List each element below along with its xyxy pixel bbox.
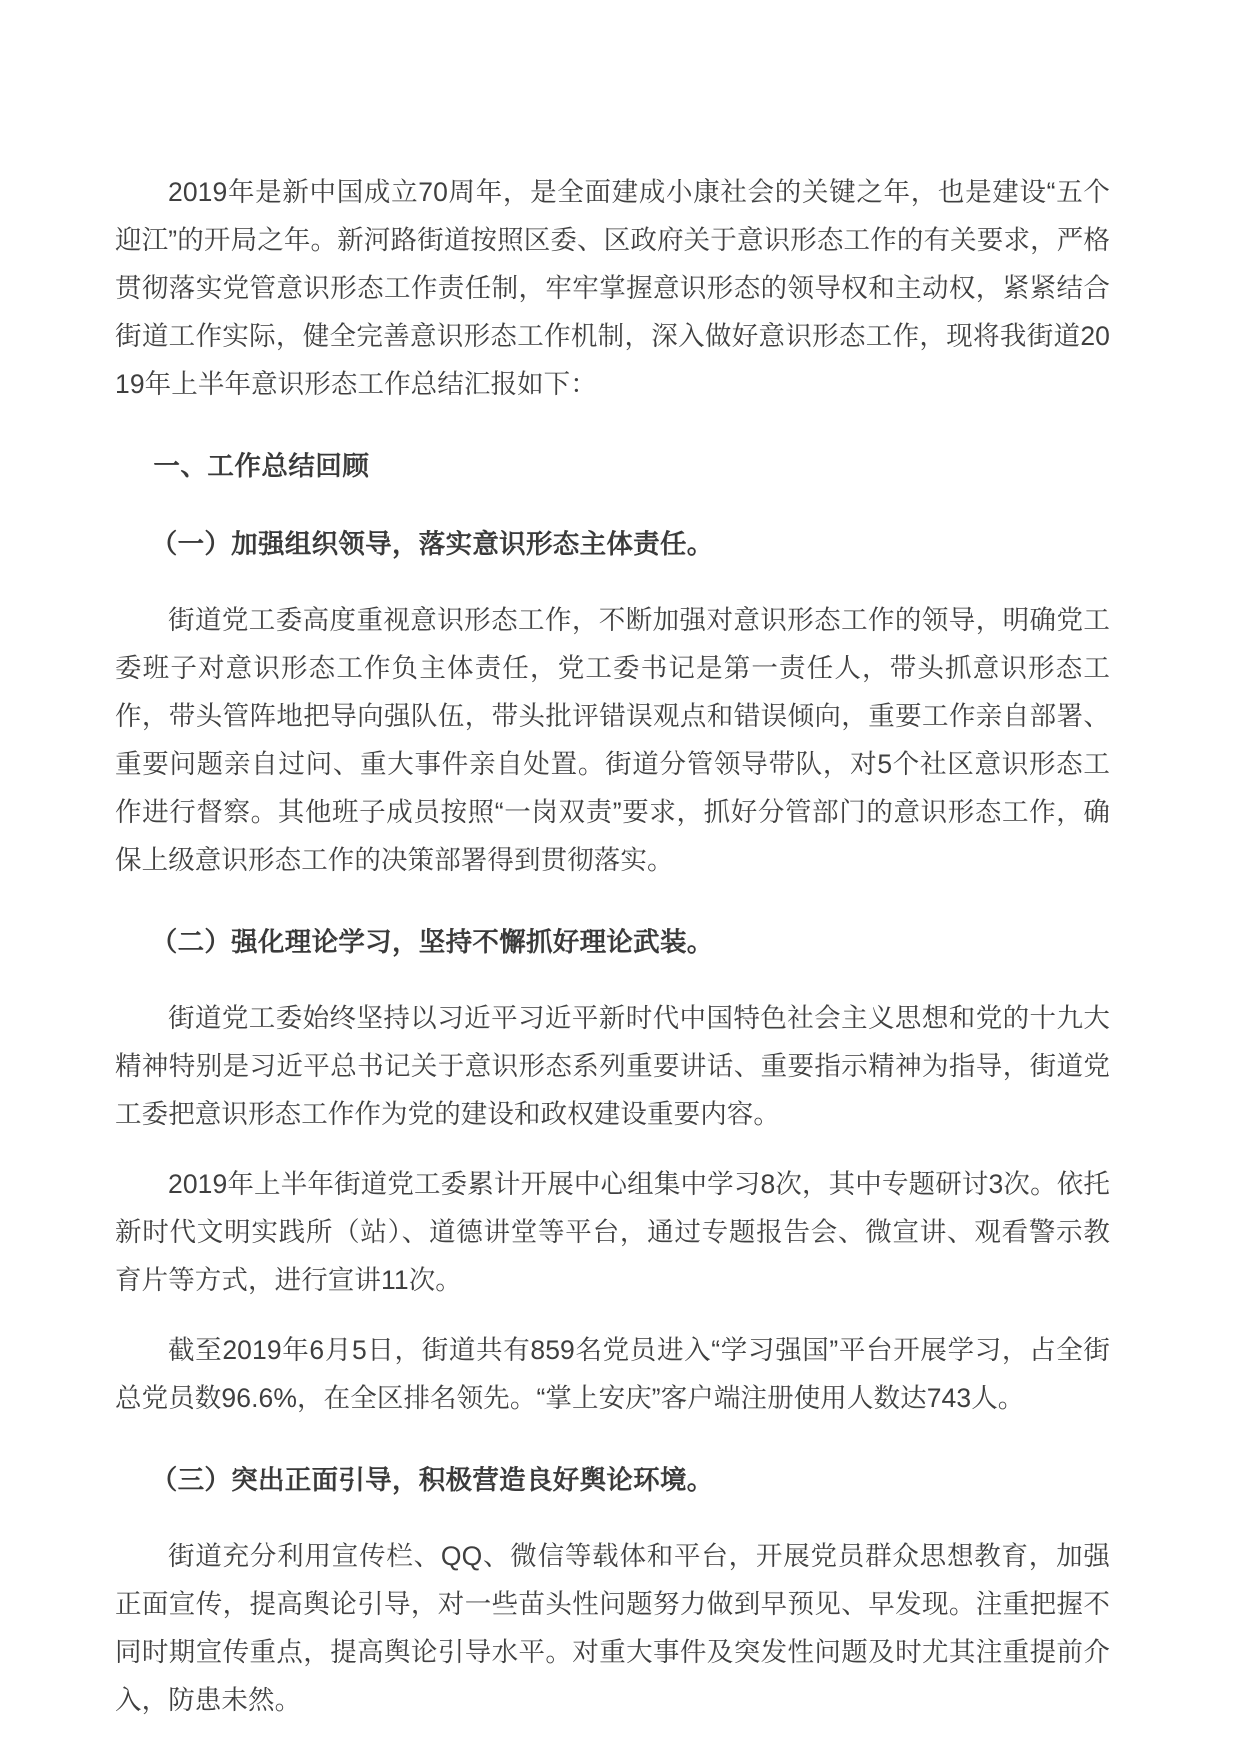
document-body xyxy=(115,168,1110,1724)
subsection-heading-three: （三）突出正面引导，积极营造良好舆论环境。 xyxy=(150,1465,714,1495)
subsection-three-paragraph: 街道充分利用宣传栏、QQ、微信等载体和平台，开展党员群众思想教育，加强正面宣传，提高舆论引导，对一些苗头性问题努力做到早预见、早发现。注重把握不同时期宣传重点，提高舆论引导水平。对重大事件及突发性问题及时尤其注重提前介入，防患未然。 xyxy=(115,1541,1110,1715)
intro-paragraph: 2019年是新中国成立70周年，是全面建成小康社会的关键之年，也是建设“五个迎江”的开局之年。新河路街道按照区委、区政府关于意识形态工作的有关要求，严格贯彻落实党管意识形态工作责任制，牢牢掌握意识形态的领导权和主动权，紧紧结合街道工作实际，健全完善意识形态工作机制，深入做好意识形态工作，现将我街道2019年上半年意识形态工作总结汇报如下： xyxy=(115,177,1110,399)
subsection-heading-one: （一）加强组织领导，落实意识形态主体责任。 xyxy=(150,529,714,559)
section-heading-one: 一、工作总结回顾 xyxy=(153,451,370,481)
subsection-heading-two: （二）强化理论学习，坚持不懈抓好理论武装。 xyxy=(150,927,714,957)
subsection-two-paragraph-two: 2019年上半年街道党工委累计开展中心组集中学习8次，其中专题研讨3次。依托新时代文明实践所（站）、道德讲堂等平台，通过专题报告会、微宣讲、观看警示教育片等方式，进行宣讲11次。 xyxy=(115,1169,1110,1295)
subsection-two-paragraph-one: 街道党工委始终坚持以习近平习近平新时代中国特色社会主义思想和党的十九大精神特别是习近平总书记关于意识形态系列重要讲话、重要指示精神为指导，街道党工委把意识形态工作作为党的建设和政权建设重要内容。 xyxy=(115,1003,1110,1129)
subsection-one-paragraph: 街道党工委高度重视意识形态工作，不断加强对意识形态工作的领导，明确党工委班子对意识形态工作负主体责任，党工委书记是第一责任人，带头抓意识形态工作，带头管阵地把导向强队伍，带头批评错误观点和错误倾向，重要工作亲自部署、重要问题亲自过问、重大事件亲自处置。街道分管领导带队，对5个社区意识形态工作进行督察。其他班子成员按照“一岗双责”要求，抓好分管部门的意识形态工作，确保上级意识形态工作的决策部署得到贯彻落实。 xyxy=(115,605,1110,875)
subsection-two-paragraph-three: 截至2019年6月5日，街道共有859名党员进入“学习强国”平台开展学习，占全街总党员数96.6%，在全区排名领先。“掌上安庆”客户端注册使用人数达743人。 xyxy=(115,1335,1110,1413)
